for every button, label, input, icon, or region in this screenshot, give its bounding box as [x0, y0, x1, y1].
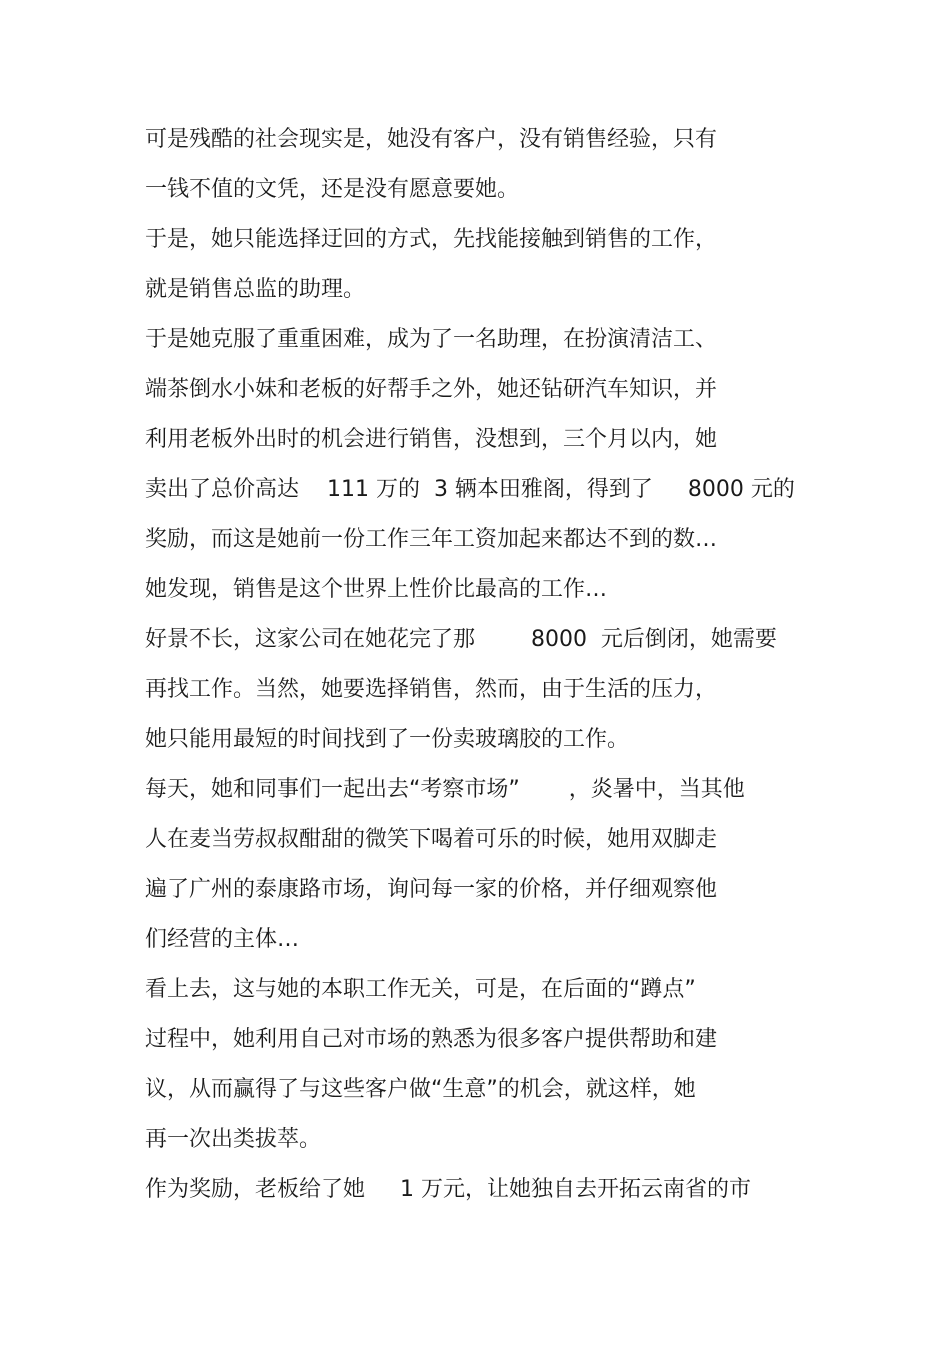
text-line: 端茶倒水小妹和老板的好帮手之外，她还钻研汽车知识，并: [145, 377, 718, 402]
text-line: 于是她克服了重重困难，成为了一名助理，在扮演清洁工、: [145, 327, 718, 352]
text-line: 再找工作。当然，她要选择销售，然而，由于生活的压力，: [145, 677, 718, 702]
text-line: 可是残酷的社会现实是，她没有客户，没有销售经验，只有: [145, 127, 718, 152]
text-line: 她只能用最短的时间找到了一份卖玻璃胶的工作。: [145, 727, 630, 752]
text-line: 她发现，销售是这个世界上性价比最高的工作…: [145, 577, 608, 602]
text-line: 议，从而赢得了与这些客户做“生意”的机会，就这样，她: [145, 1077, 696, 1102]
text-line: 过程中，她利用自己对市场的熟悉为很多客户提供帮助和建: [145, 1027, 718, 1052]
text-line: 再一次出类拔萃。: [145, 1127, 322, 1152]
text-line: 卖出了总价高达 111 万的 3 辆本田雅阁，得到了 8000 元的: [145, 477, 795, 502]
text-line: 们经营的主体…: [145, 927, 300, 952]
text-line: 一钱不值的文凭，还是没有愿意要她。: [145, 177, 520, 202]
text-line: 奖励，而这是她前一份工作三年工资加起来都达不到的数…: [145, 527, 718, 552]
text-line: 每天，她和同事们一起出去“考察市场” ，炎暑中，当其他: [145, 777, 745, 802]
text-line: 利用老板外出时的机会进行销售，没想到，三个月以内，她: [145, 427, 718, 452]
text-line: 作为奖励，老板给了她 1 万元，让她独自去开拓云南省的市: [145, 1177, 751, 1202]
text-line: 人在麦当劳叔叔酣甜的微笑下喝着可乐的时候，她用双脚走: [145, 827, 718, 852]
text-line: 就是销售总监的助理。: [145, 277, 366, 302]
text-line: 看上去，这与她的本职工作无关，可是，在后面的“蹲点”: [145, 977, 696, 1002]
text-line: 好景不长，这家公司在她花完了那 8000 元后倒闭，她需要: [145, 627, 777, 652]
text-line: 于是，她只能选择迂回的方式，先找能接触到销售的工作，: [145, 227, 718, 252]
text-line: 遍了广州的泰康路市场，询问每一家的价格，并仔细观察他: [145, 877, 718, 902]
